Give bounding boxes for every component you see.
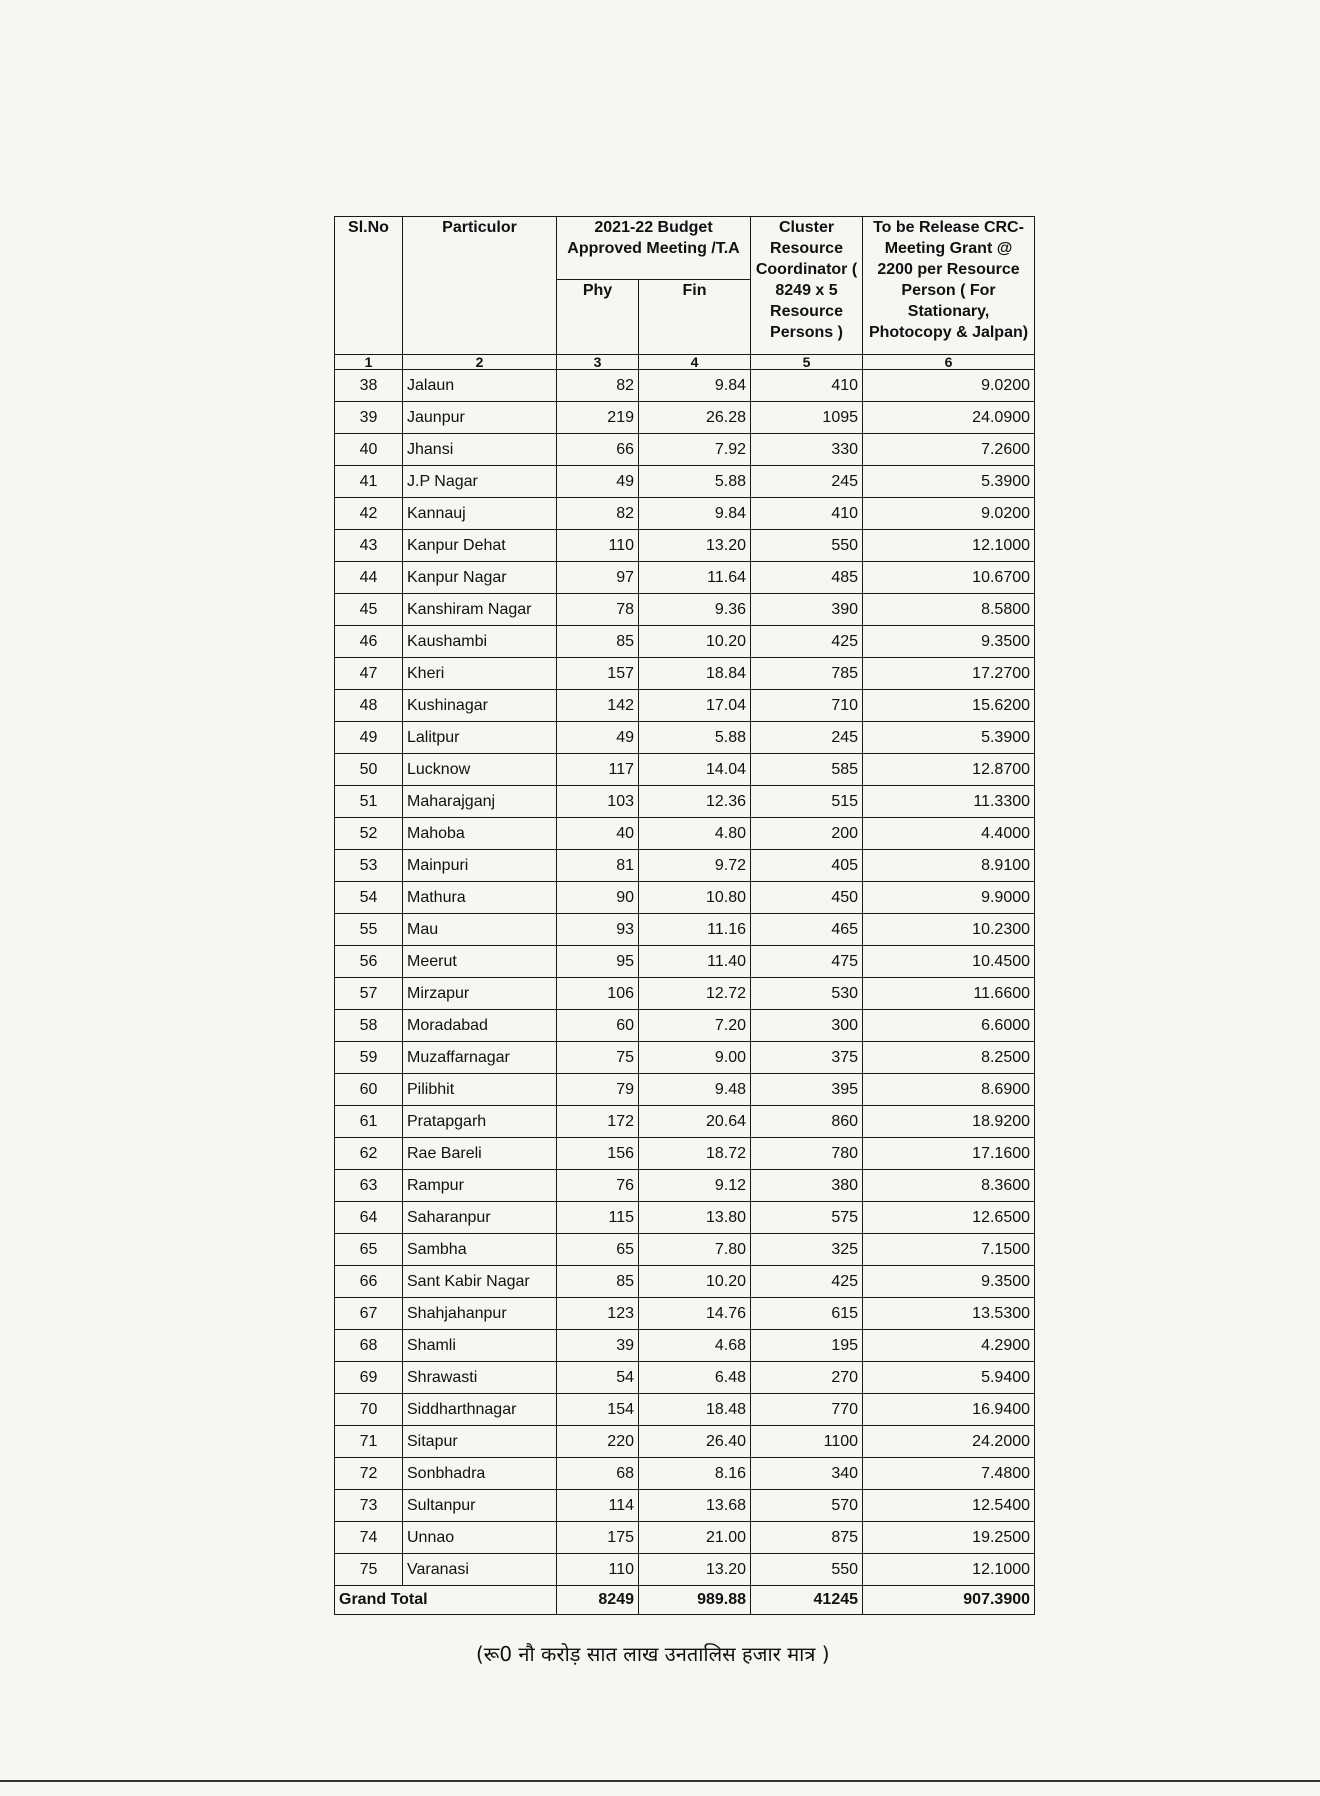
- crc-cell: 710: [751, 690, 863, 722]
- table-row: [335, 1490, 1035, 1522]
- crc-cell: 300: [751, 1010, 863, 1042]
- table-row: [335, 466, 1035, 498]
- crc-cell: 395: [751, 1074, 863, 1106]
- crc-cell: 570: [751, 1490, 863, 1522]
- phy-cell: 157: [557, 658, 639, 690]
- table-row: [335, 978, 1035, 1010]
- table-row: [335, 850, 1035, 882]
- header-crc: Cluster Resource Coordinator ( 8249 x 5 Resource Persons ): [751, 217, 863, 355]
- total-fin: 989.88: [639, 1586, 751, 1615]
- district-name-cell: Mirzapur: [403, 978, 557, 1010]
- district-name-cell: J.P Nagar: [403, 466, 557, 498]
- bottom-rule: [0, 1780, 1320, 1782]
- district-name-cell: Meerut: [403, 946, 557, 978]
- phy-cell: 85: [557, 1266, 639, 1298]
- sl-no-cell: 52: [335, 818, 403, 850]
- grand-total-row: [335, 1586, 1035, 1615]
- release-cell: 12.1000: [863, 1554, 1035, 1586]
- table-row: [335, 1106, 1035, 1138]
- phy-cell: 90: [557, 882, 639, 914]
- fin-cell: 26.40: [639, 1426, 751, 1458]
- grand-total-label: Grand Total: [335, 1586, 557, 1615]
- district-name-cell: Sant Kabir Nagar: [403, 1266, 557, 1298]
- fin-cell: 5.88: [639, 466, 751, 498]
- fin-cell: 13.68: [639, 1490, 751, 1522]
- total-phy: 8249: [557, 1586, 639, 1615]
- crc-cell: 200: [751, 818, 863, 850]
- release-cell: 7.2600: [863, 434, 1035, 466]
- sl-no-cell: 73: [335, 1490, 403, 1522]
- crc-cell: 530: [751, 978, 863, 1010]
- district-name-cell: Moradabad: [403, 1010, 557, 1042]
- district-name-cell: Saharanpur: [403, 1202, 557, 1234]
- sl-no-cell: 44: [335, 562, 403, 594]
- crc-cell: 410: [751, 498, 863, 530]
- district-name-cell: Unnao: [403, 1522, 557, 1554]
- sl-no-cell: 48: [335, 690, 403, 722]
- phy-cell: 114: [557, 1490, 639, 1522]
- phy-cell: 82: [557, 498, 639, 530]
- crc-cell: 785: [751, 658, 863, 690]
- phy-cell: 220: [557, 1426, 639, 1458]
- fin-cell: 5.88: [639, 722, 751, 754]
- table-row: [335, 946, 1035, 978]
- district-name-cell: Jalaun: [403, 370, 557, 402]
- release-cell: 17.2700: [863, 658, 1035, 690]
- release-cell: 8.6900: [863, 1074, 1035, 1106]
- fin-cell: 7.92: [639, 434, 751, 466]
- crc-cell: 245: [751, 722, 863, 754]
- release-cell: 9.0200: [863, 370, 1035, 402]
- district-name-cell: Mathura: [403, 882, 557, 914]
- release-cell: 8.5800: [863, 594, 1035, 626]
- sl-no-cell: 70: [335, 1394, 403, 1426]
- fin-cell: 14.76: [639, 1298, 751, 1330]
- release-cell: 24.2000: [863, 1426, 1035, 1458]
- sl-no-cell: 71: [335, 1426, 403, 1458]
- table-row: [335, 1202, 1035, 1234]
- table-row: [335, 1138, 1035, 1170]
- phy-cell: 154: [557, 1394, 639, 1426]
- sl-no-cell: 67: [335, 1298, 403, 1330]
- fin-cell: 9.12: [639, 1170, 751, 1202]
- district-name-cell: Kheri: [403, 658, 557, 690]
- district-name-cell: Rae Bareli: [403, 1138, 557, 1170]
- sl-no-cell: 63: [335, 1170, 403, 1202]
- table-row: [335, 914, 1035, 946]
- sl-no-cell: 65: [335, 1234, 403, 1266]
- crc-cell: 330: [751, 434, 863, 466]
- header-release: To be Release CRC- Meeting Grant @ 2200 per Resource Person ( For Stationary, Photocopy & Jalpan): [863, 217, 1035, 355]
- phy-cell: 82: [557, 370, 639, 402]
- phy-cell: 142: [557, 690, 639, 722]
- fin-cell: 17.04: [639, 690, 751, 722]
- crc-cell: 550: [751, 530, 863, 562]
- phy-cell: 115: [557, 1202, 639, 1234]
- table-row: [335, 1362, 1035, 1394]
- sl-no-cell: 54: [335, 882, 403, 914]
- fin-cell: 8.16: [639, 1458, 751, 1490]
- district-name-cell: Pratapgarh: [403, 1106, 557, 1138]
- district-name-cell: Maharajganj: [403, 786, 557, 818]
- phy-cell: 123: [557, 1298, 639, 1330]
- fin-cell: 21.00: [639, 1522, 751, 1554]
- release-cell: 12.6500: [863, 1202, 1035, 1234]
- sl-no-cell: 58: [335, 1010, 403, 1042]
- district-name-cell: Pilibhit: [403, 1074, 557, 1106]
- sl-no-cell: 64: [335, 1202, 403, 1234]
- fin-cell: 26.28: [639, 402, 751, 434]
- fin-cell: 12.72: [639, 978, 751, 1010]
- table-row: [335, 1234, 1035, 1266]
- sl-no-cell: 46: [335, 626, 403, 658]
- fin-cell: 11.40: [639, 946, 751, 978]
- release-cell: 16.9400: [863, 1394, 1035, 1426]
- release-cell: 10.6700: [863, 562, 1035, 594]
- table-row: [335, 818, 1035, 850]
- fin-cell: 13.80: [639, 1202, 751, 1234]
- release-cell: 8.2500: [863, 1042, 1035, 1074]
- phy-cell: 40: [557, 818, 639, 850]
- phy-cell: 60: [557, 1010, 639, 1042]
- crc-cell: 860: [751, 1106, 863, 1138]
- column-number: 3: [557, 355, 639, 370]
- column-number: 2: [403, 355, 557, 370]
- table-body: [335, 370, 1035, 1586]
- fin-cell: 4.80: [639, 818, 751, 850]
- fin-cell: 18.48: [639, 1394, 751, 1426]
- fin-cell: 9.84: [639, 498, 751, 530]
- district-name-cell: Kanpur Dehat: [403, 530, 557, 562]
- fin-cell: 6.48: [639, 1362, 751, 1394]
- fin-cell: 20.64: [639, 1106, 751, 1138]
- crc-cell: 615: [751, 1298, 863, 1330]
- crc-cell: 410: [751, 370, 863, 402]
- table-row: [335, 1010, 1035, 1042]
- sl-no-cell: 62: [335, 1138, 403, 1170]
- sl-no-cell: 68: [335, 1330, 403, 1362]
- table-row: [335, 434, 1035, 466]
- table-row: [335, 530, 1035, 562]
- fin-cell: 7.20: [639, 1010, 751, 1042]
- district-name-cell: Shrawasti: [403, 1362, 557, 1394]
- sl-no-cell: 59: [335, 1042, 403, 1074]
- sl-no-cell: 45: [335, 594, 403, 626]
- fin-cell: 13.20: [639, 530, 751, 562]
- phy-cell: 175: [557, 1522, 639, 1554]
- release-cell: 9.3500: [863, 626, 1035, 658]
- sl-no-cell: 61: [335, 1106, 403, 1138]
- phy-cell: 106: [557, 978, 639, 1010]
- district-name-cell: Sonbhadra: [403, 1458, 557, 1490]
- release-cell: 4.4000: [863, 818, 1035, 850]
- crc-cell: 425: [751, 626, 863, 658]
- total-crc: 41245: [751, 1586, 863, 1615]
- fin-cell: 18.72: [639, 1138, 751, 1170]
- district-name-cell: Mainpuri: [403, 850, 557, 882]
- sl-no-cell: 75: [335, 1554, 403, 1586]
- release-cell: 12.8700: [863, 754, 1035, 786]
- crc-cell: 475: [751, 946, 863, 978]
- table-row: [335, 1074, 1035, 1106]
- crc-cell: 405: [751, 850, 863, 882]
- sl-no-cell: 74: [335, 1522, 403, 1554]
- fin-cell: 14.04: [639, 754, 751, 786]
- district-name-cell: Sitapur: [403, 1426, 557, 1458]
- table-row: [335, 882, 1035, 914]
- table-row: [335, 1426, 1035, 1458]
- table-row: [335, 594, 1035, 626]
- sl-no-cell: 50: [335, 754, 403, 786]
- table-row: [335, 722, 1035, 754]
- phy-cell: 76: [557, 1170, 639, 1202]
- fin-cell: 4.68: [639, 1330, 751, 1362]
- release-cell: 9.3500: [863, 1266, 1035, 1298]
- sl-no-cell: 41: [335, 466, 403, 498]
- fin-cell: 10.20: [639, 1266, 751, 1298]
- crc-cell: 875: [751, 1522, 863, 1554]
- district-name-cell: Lucknow: [403, 754, 557, 786]
- table-row: [335, 402, 1035, 434]
- district-name-cell: Lalitpur: [403, 722, 557, 754]
- fin-cell: 18.84: [639, 658, 751, 690]
- district-name-cell: Siddharthnagar: [403, 1394, 557, 1426]
- release-cell: 5.3900: [863, 466, 1035, 498]
- crc-cell: 375: [751, 1042, 863, 1074]
- grant-table: [334, 216, 1035, 1615]
- release-cell: 13.5300: [863, 1298, 1035, 1330]
- release-cell: 5.9400: [863, 1362, 1035, 1394]
- district-name-cell: Sultanpur: [403, 1490, 557, 1522]
- release-cell: 15.6200: [863, 690, 1035, 722]
- phy-cell: 39: [557, 1330, 639, 1362]
- table-row: [335, 370, 1035, 402]
- table-row: [335, 562, 1035, 594]
- fin-cell: 11.64: [639, 562, 751, 594]
- total-release: 907.3900: [863, 1586, 1035, 1615]
- release-cell: 9.0200: [863, 498, 1035, 530]
- column-number: 1: [335, 355, 403, 370]
- column-number: 6: [863, 355, 1035, 370]
- district-name-cell: Mau: [403, 914, 557, 946]
- column-number-row: [335, 355, 1035, 370]
- table-row: [335, 1042, 1035, 1074]
- phy-cell: 172: [557, 1106, 639, 1138]
- phy-cell: 81: [557, 850, 639, 882]
- crc-cell: 450: [751, 882, 863, 914]
- crc-cell: 515: [751, 786, 863, 818]
- release-cell: 19.2500: [863, 1522, 1035, 1554]
- release-cell: 6.6000: [863, 1010, 1035, 1042]
- phy-cell: 110: [557, 1554, 639, 1586]
- fin-cell: 9.48: [639, 1074, 751, 1106]
- fin-cell: 7.80: [639, 1234, 751, 1266]
- fin-cell: 10.20: [639, 626, 751, 658]
- sl-no-cell: 49: [335, 722, 403, 754]
- header-fin: Fin: [639, 280, 751, 355]
- table-row: [335, 658, 1035, 690]
- fin-cell: 9.84: [639, 370, 751, 402]
- table-row: [335, 1298, 1035, 1330]
- phy-cell: 97: [557, 562, 639, 594]
- district-name-cell: Jaunpur: [403, 402, 557, 434]
- fin-cell: 13.20: [639, 1554, 751, 1586]
- district-name-cell: Mahoba: [403, 818, 557, 850]
- district-name-cell: Rampur: [403, 1170, 557, 1202]
- sl-no-cell: 40: [335, 434, 403, 466]
- sl-no-cell: 55: [335, 914, 403, 946]
- release-cell: 4.2900: [863, 1330, 1035, 1362]
- table-row: [335, 1522, 1035, 1554]
- crc-cell: 270: [751, 1362, 863, 1394]
- phy-cell: 156: [557, 1138, 639, 1170]
- crc-cell: 585: [751, 754, 863, 786]
- release-cell: 7.1500: [863, 1234, 1035, 1266]
- crc-cell: 575: [751, 1202, 863, 1234]
- release-cell: 10.2300: [863, 914, 1035, 946]
- sl-no-cell: 72: [335, 1458, 403, 1490]
- phy-cell: 65: [557, 1234, 639, 1266]
- release-cell: 10.4500: [863, 946, 1035, 978]
- crc-cell: 485: [751, 562, 863, 594]
- sl-no-cell: 43: [335, 530, 403, 562]
- crc-cell: 425: [751, 1266, 863, 1298]
- sl-no-cell: 57: [335, 978, 403, 1010]
- crc-cell: 325: [751, 1234, 863, 1266]
- release-cell: 18.9200: [863, 1106, 1035, 1138]
- release-cell: 8.9100: [863, 850, 1035, 882]
- fin-cell: 9.72: [639, 850, 751, 882]
- phy-cell: 49: [557, 722, 639, 754]
- sl-no-cell: 39: [335, 402, 403, 434]
- phy-cell: 78: [557, 594, 639, 626]
- sl-no-cell: 53: [335, 850, 403, 882]
- release-cell: 24.0900: [863, 402, 1035, 434]
- table-row: [335, 626, 1035, 658]
- crc-cell: 390: [751, 594, 863, 626]
- district-name-cell: Kannauj: [403, 498, 557, 530]
- crc-cell: 245: [751, 466, 863, 498]
- release-cell: 12.1000: [863, 530, 1035, 562]
- phy-cell: 85: [557, 626, 639, 658]
- phy-cell: 93: [557, 914, 639, 946]
- district-name-cell: Varanasi: [403, 1554, 557, 1586]
- phy-cell: 219: [557, 402, 639, 434]
- table-row: [335, 1458, 1035, 1490]
- phy-cell: 103: [557, 786, 639, 818]
- table-row: [335, 498, 1035, 530]
- crc-cell: 380: [751, 1170, 863, 1202]
- table-row: [335, 1170, 1035, 1202]
- header-phy: Phy: [557, 280, 639, 355]
- sl-no-cell: 69: [335, 1362, 403, 1394]
- release-cell: 5.3900: [863, 722, 1035, 754]
- release-cell: 7.4800: [863, 1458, 1035, 1490]
- phy-cell: 79: [557, 1074, 639, 1106]
- sl-no-cell: 38: [335, 370, 403, 402]
- crc-cell: 1100: [751, 1426, 863, 1458]
- crc-cell: 340: [751, 1458, 863, 1490]
- release-cell: 8.3600: [863, 1170, 1035, 1202]
- fin-cell: 10.80: [639, 882, 751, 914]
- header-budget: 2021-22 Budget Approved Meeting /T.A: [557, 217, 751, 280]
- table-row: [335, 1266, 1035, 1298]
- table-row: [335, 786, 1035, 818]
- table-row: [335, 754, 1035, 786]
- district-name-cell: Shahjahanpur: [403, 1298, 557, 1330]
- fin-cell: 9.36: [639, 594, 751, 626]
- crc-cell: 1095: [751, 402, 863, 434]
- phy-cell: 49: [557, 466, 639, 498]
- column-number: 5: [751, 355, 863, 370]
- release-cell: 17.1600: [863, 1138, 1035, 1170]
- phy-cell: 68: [557, 1458, 639, 1490]
- phy-cell: 110: [557, 530, 639, 562]
- fin-cell: 12.36: [639, 786, 751, 818]
- phy-cell: 75: [557, 1042, 639, 1074]
- district-name-cell: Sambha: [403, 1234, 557, 1266]
- district-name-cell: Kushinagar: [403, 690, 557, 722]
- phy-cell: 95: [557, 946, 639, 978]
- header-particular: Particulor: [403, 217, 557, 355]
- fin-cell: 9.00: [639, 1042, 751, 1074]
- crc-cell: 780: [751, 1138, 863, 1170]
- sl-no-cell: 56: [335, 946, 403, 978]
- district-name-cell: Jhansi: [403, 434, 557, 466]
- district-name-cell: Muzaffarnagar: [403, 1042, 557, 1074]
- crc-cell: 465: [751, 914, 863, 946]
- district-name-cell: Kanshiram Nagar: [403, 594, 557, 626]
- sl-no-cell: 66: [335, 1266, 403, 1298]
- header-sl-no: Sl.No: [335, 217, 403, 355]
- sl-no-cell: 42: [335, 498, 403, 530]
- sl-no-cell: 51: [335, 786, 403, 818]
- sl-no-cell: 47: [335, 658, 403, 690]
- release-cell: 11.3300: [863, 786, 1035, 818]
- phy-cell: 66: [557, 434, 639, 466]
- table-row: [335, 1394, 1035, 1426]
- release-cell: 11.6600: [863, 978, 1035, 1010]
- table-row: [335, 690, 1035, 722]
- crc-cell: 550: [751, 1554, 863, 1586]
- phy-cell: 117: [557, 754, 639, 786]
- district-name-cell: Kaushambi: [403, 626, 557, 658]
- table-row: [335, 1330, 1035, 1362]
- release-cell: 12.5400: [863, 1490, 1035, 1522]
- fin-cell: 11.16: [639, 914, 751, 946]
- column-number: 4: [639, 355, 751, 370]
- district-name-cell: Kanpur Nagar: [403, 562, 557, 594]
- sl-no-cell: 60: [335, 1074, 403, 1106]
- table-row: [335, 1554, 1035, 1586]
- release-cell: 9.9000: [863, 882, 1035, 914]
- amount-in-words: (रू0 नौ करोड़ सात लाख उनतालिस हजार मात्र ): [476, 1642, 830, 1666]
- district-name-cell: Shamli: [403, 1330, 557, 1362]
- crc-cell: 195: [751, 1330, 863, 1362]
- phy-cell: 54: [557, 1362, 639, 1394]
- crc-cell: 770: [751, 1394, 863, 1426]
